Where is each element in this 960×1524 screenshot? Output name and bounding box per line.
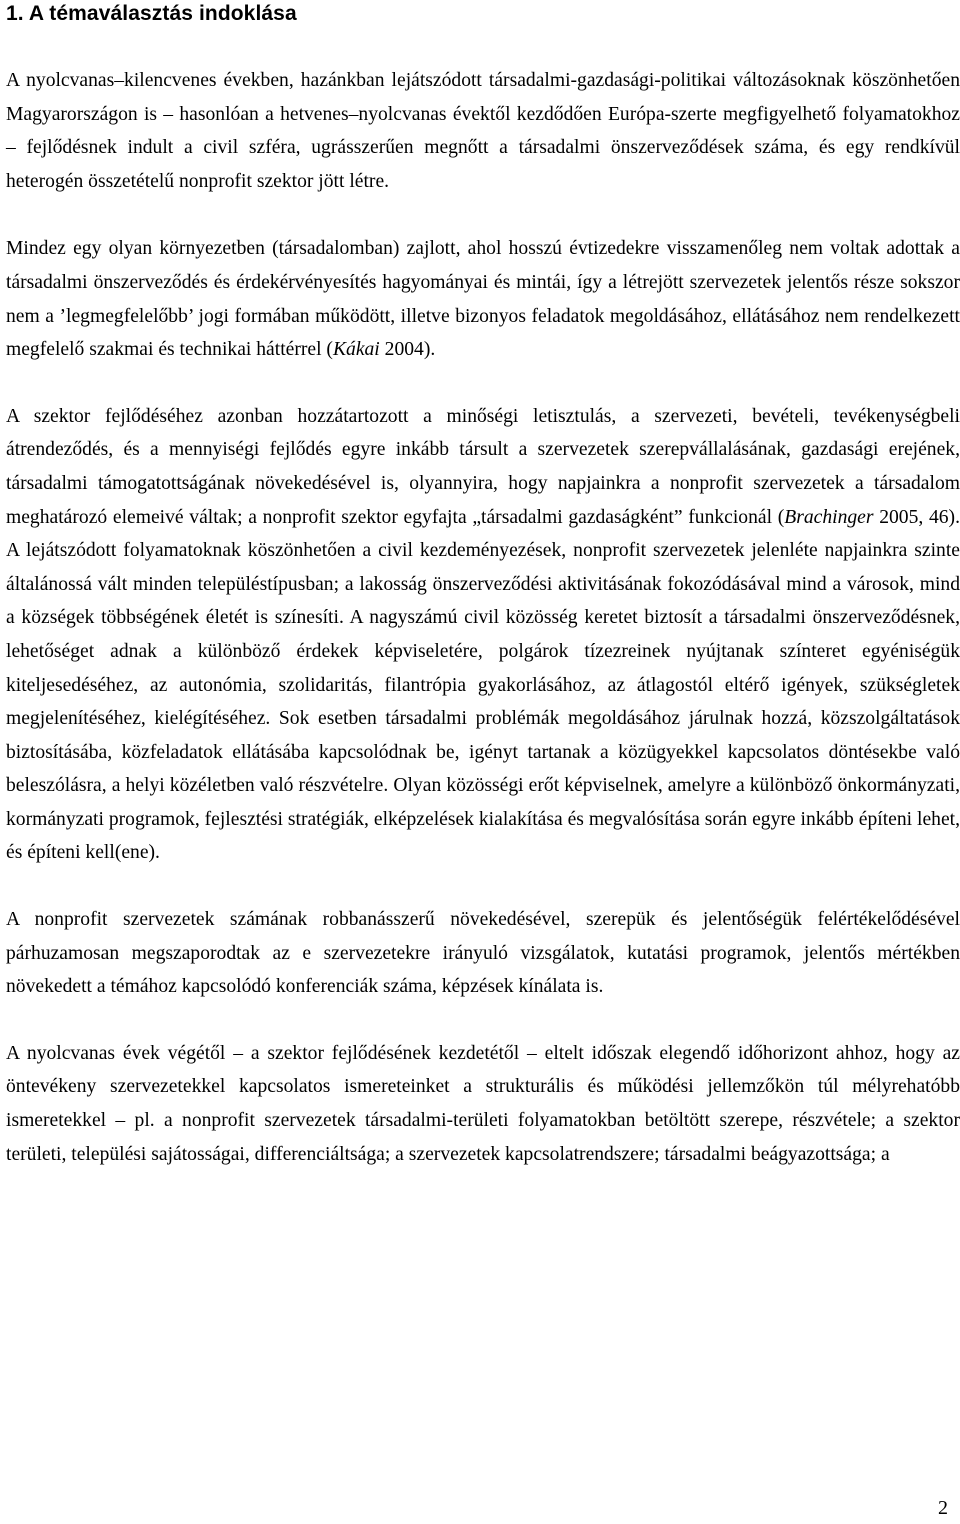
citation-brachinger: Brachinger — [784, 506, 874, 528]
page-number: 2 — [938, 1497, 948, 1519]
paragraph-3-text-a: A szektor fejlődéséhez azonban hozzátartozott a minőségi letisztulás, a szervezeti, bevételi, tevékenységbeli átrendeződés, és a mennyiségi fejlődés egyre inkább társult a szervezetek szerepvállalásának, gazdasági erejének, társadalmi támogatottságának növekedésével is, olyannyira, hogy napjainkra a nonprofit szervezetek a társadalom meghatározó elemeivé váltak; a nonprofit szektor egyfajta „társadalmi gazdaságként” funkcionál ( — [6, 405, 960, 528]
paragraph-3-text-b: 2005, 46). A lejátszódott folyamatoknak köszönhetően a civil kezdeményezések, nonprofit szervezetek jelenléte napjainkra szinte általánossá vált minden településtípusban; a lakosság önszerveződési aktivitásának fokozódásával mind a városok, mind a községek többségének életét is színesíti. A nagyszámú civil közösség keretet biztosít a társadalmi önszerveződésnek, lehetőséget adnak a különböző érdekek képviseletére, polgárok tízezreinek nyújtanak színteret egyéniségük kiteljesedéséhez, az autonómia, szolidaritás, filantrópia gyakorlásához, az átlagostól eltérő igények, szükségletek megjelenítéséhez, kielégítéséhez. Sok esetben társadalmi problémák megoldásához járulnak hozzá, közszolgáltatások biztosításába, közfeladatok ellátásába kapcsolódnak be, igényt tartanak a közügyekkel kapcsolatos döntésekbe való beleszólásra, a helyi közéletben való részvételre. Olyan közösségi erőt képviselnek, amelyre a különböző önkormányzati, kormányzati programok, fejlesztési stratégiák, elképzelések kialakítása és megvalósítása során egyre inkább építeni lehet, és építeni kell(ene). — [6, 506, 960, 864]
paragraph-1: A nyolcvanas–kilencvenes években, hazánkban lejátszódott társadalmi-gazdasági-politikai változásoknak köszönhetően Magyarországon is – hasonlóan a hetvenes–nyolcvanas évektől kezdődően Európa-szerte megfigyelhető folyamatokhoz – fejlődésnek indult a civil szféra, ugrásszerűen megnőtt a társadalmi önszerveződések száma, és egy rendkívül heterogén összetételű nonprofit szektor jött létre. — [6, 70, 960, 192]
paragraph-2-text: Mindez egy olyan környezetben (társadalomban) zajlott, ahol hosszú évtizedekre visszamenőleg nem voltak adottak a társadalmi önszerveződés és érdekérvényesítés hagyományai és mintái, így a létrejött szervezetek jelentős része sokszor nem a ’legmegfelelőbb’ jogi formában működött, illetve bizonyos feladatok megoldásához, ellátásához nem rendelkezett megfelelő szakmai és technikai háttérrel ( — [6, 238, 960, 361]
section-heading: 1. A témaválasztás indoklása — [6, 2, 297, 25]
paragraph-3 — [6, 400, 960, 870]
paragraph-4: A nonprofit szervezetek számának robbanásszerű növekedésével, szerepük és jelentőségük felértékelődésével párhuzamosan megszaporodtak az e szervezetekre irányuló vizsgálatok, kutatási programok, jelentős mértékben növekedett a témához kapcsolódó konferenciák száma, képzések kínálata is. — [6, 909, 960, 998]
document-page — [6, 0, 960, 1171]
citation-kakai: Kákai — [332, 339, 380, 361]
paragraph-2-end: 2004). — [379, 339, 436, 361]
paragraph-5: A nyolcvanas évek végétől – a szektor fejlődésének kezdetétől – eltelt időszak elegendő időhorizont ahhoz, hogy az öntevékeny szervezetekkel kapcsolatos ismereteinket a strukturális és működési jellemzőkön túl mélyrehatóbb ismeretekkel – pl. a nonprofit szervezetek társadalmi-területi folyamatokban betöltött szerepe, részvétele; a szektor területi, települési sajátosságai, differenciáltsága; a szervezetek kapcsolatrendszere; társadalmi beágyazottsága; a — [6, 1042, 960, 1165]
paragraph-2 — [6, 232, 960, 366]
